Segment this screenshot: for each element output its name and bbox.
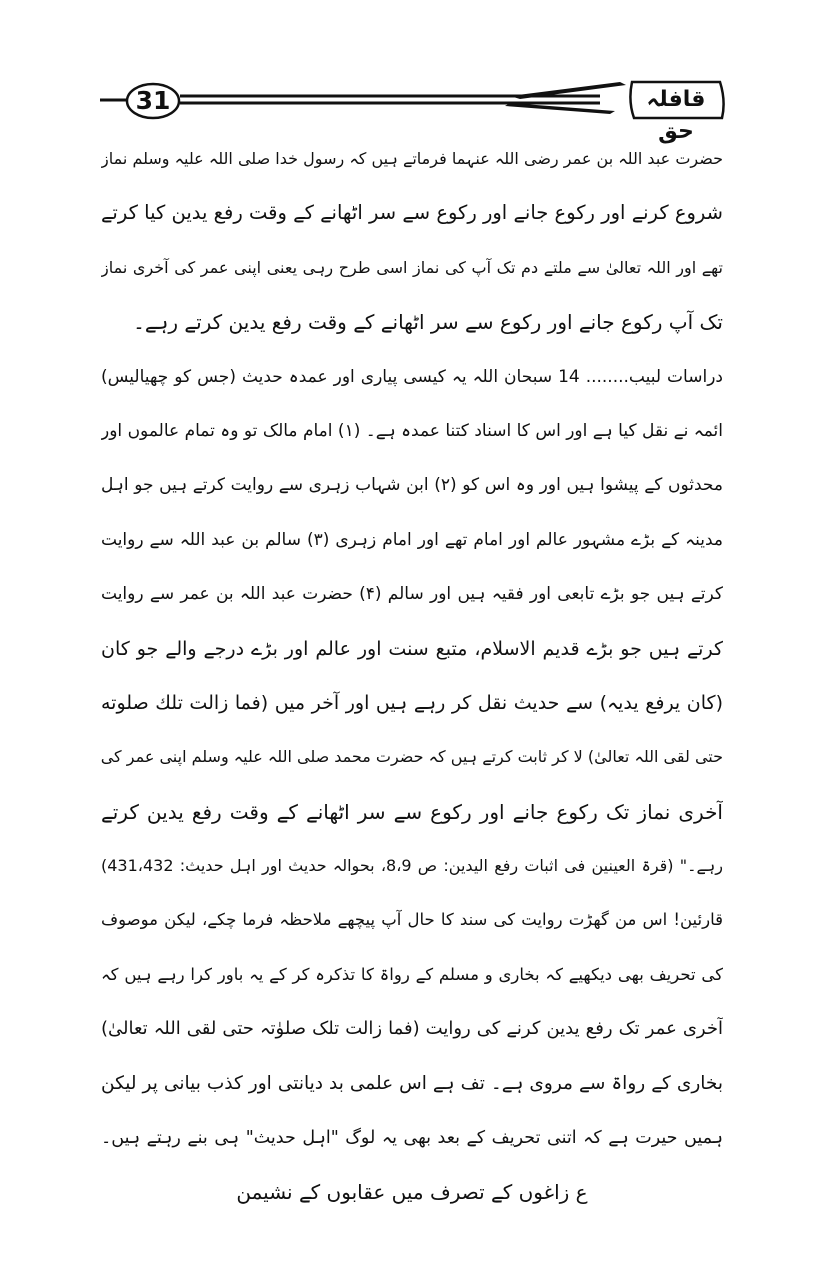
text-line: شروع کرنے اور رکوع جانے اور رکوع سے سر اٹھانے کے وقت رفع یدین کیا کرتے <box>101 201 723 225</box>
text-line: ہمیں حیرت ہے کہ اتنی تحریف کے بعد بھی یہ لوگ "اہل حدیث" ہی بنے رہتے ہیں۔ <box>101 1128 723 1149</box>
text-line: (کان یرفع یدیہ) سے حدیث نقل کر رہے ہیں اور آخر میں (فما زالت تلك صلوته <box>101 691 723 714</box>
publication-logo: قافلہ حق <box>646 87 706 144</box>
text-line: کرتے ہیں جو بڑے تابعی اور فقیہ ہیں اور سالم (۴) حضرت عبد اللہ بن عمر سے روایت <box>101 584 723 605</box>
closing-verse: ع زاغوں کے تصرف میں عقابوں کے نشیمن <box>236 1180 588 1205</box>
text-line: ائمہ نے نقل کیا ہے اور اس کا اسناد کتنا عمدہ ہے۔ (۱) امام مالک تو وہ تمام عالموں اور <box>101 420 723 441</box>
text-line: بخاری کے رواۃ سے مروی ہے۔ تف ہے اس علمی بد دیانتی اور کذب بیانی پر لیکن <box>101 1072 723 1094</box>
text-line: آخری عمر تک رفع یدین کرنے کی روایت (فما زالت تلک صلوٰتہ حتی لقی اللہ تعالیٰ) <box>101 1018 723 1040</box>
text-line: کرتے ہیں جو بڑے قدیم الاسلام، متبع سنت اور عالم اور بڑے درجے والے جو کان <box>101 637 723 660</box>
text-line: محدثوں کے پیشوا ہیں اور وہ اس کو (۲) ابن شہاب زہری سے روایت کرتے ہیں جو اہل <box>101 475 723 496</box>
page-number: 31 <box>135 86 171 115</box>
text-line: قارئین! اس من گھڑت روایت کی سند کا حال آپ پیچھے ملاحظہ فرما چکے، لیکن موصوف <box>101 910 723 930</box>
text-line: آخری نماز تک رکوع جانے اور رکوع سے سر اٹھانے کے وقت رفع یدین کرتے <box>101 799 723 824</box>
text-line: دراسات لبیب........ 14 سبحان اللہ یہ کیسی پیاری اور عمدہ حدیث (جس کو چھیالیس) <box>101 366 723 387</box>
page-header <box>100 78 726 144</box>
text-line: مدینہ کے بڑے مشہور عالم اور امام تھے اور امام زہری (۳) سالم بن عبد اللہ سے روایت <box>101 529 723 550</box>
article-body <box>101 132 723 1220</box>
text-line: حضرت عبد اللہ بن عمر رضی اللہ عنہما فرماتے ہیں کہ رسول خدا صلی اللہ علیہ وسلم نماز <box>101 149 723 168</box>
citation-line: رہے۔" (قرۃ العینین فی اثبات رفع الیدین: ص 8،9، بحوالہ حدیث اور اہل حدیث: 431،432) <box>101 856 723 876</box>
text-line: تھے اور اللہ تعالیٰ سے ملتے دم تک آپ کی نماز اسی طرح رہی یعنی اپنی عمر کی آخری نماز <box>101 257 723 277</box>
text-line: تک آپ رکوع جانے اور رکوع سے سر اٹھانے کے وقت رفع یدین کرتے رہے۔ <box>133 310 723 335</box>
text-line: کی تحریف بھی دیکھیے کہ بخاری و مسلم کے رواۃ کا تذکرہ کر کے یہ باور کرا رہے ہیں کہ <box>101 964 723 984</box>
text-line: حتی لقی اللہ تعالیٰ) لا کر ثابت کرتے ہیں کہ حضرت محمد صلی اللہ علیہ وسلم اپنی عمر کی <box>101 747 723 767</box>
header-swash-lower <box>505 103 615 114</box>
